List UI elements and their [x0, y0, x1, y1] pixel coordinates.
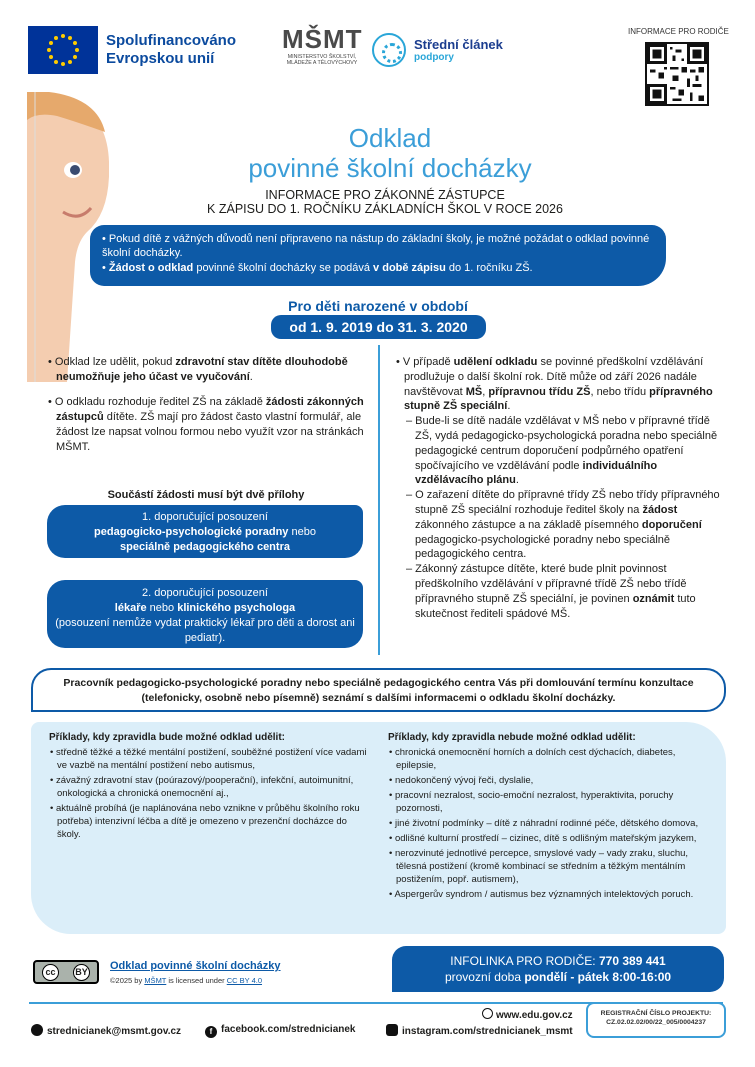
website-link[interactable]: www.edu.gov.cz — [482, 1008, 573, 1021]
examples-granted — [49, 731, 367, 843]
list-item: • odlišné kulturní prostředí – cizinec, dítě s odlišným mateřským jazykem, — [389, 833, 697, 844]
registration-number: REGISTRAČNÍ ČÍSLO PROJEKTU: CZ.02.02.02/00/22_005/0004237 — [586, 1002, 726, 1038]
msmt-link[interactable]: MŠMT — [144, 976, 167, 985]
right-dash-2: – O zařazení dítěte do přípravné třídy ZŠ nebo třídy přípravného stupně ZŠ speciální rozhoduje ředitel školy na žádost zákonného zástupce a na základě písemného doporučení pedagogicko-psychologické poradny nebo speciálně pedagogického centra. — [406, 489, 720, 561]
cc-icon: cc — [42, 964, 59, 981]
list-item: • pracovní nezralost, socio-emoční nezralost, hyperaktivita, poruchy pozornosti, — [389, 790, 674, 814]
right-dash-3: – Zákonný zástupce dítěte, které bude plnit povinnost předškolního vzdělávání v přípravné třídě ZŠ nebo třídě přípravného stupně ZŠ speciální, je povinen oznámit tuto skutečnost řediteli spádové MŠ. — [406, 563, 696, 620]
instagram-link[interactable]: instagram.com/strednicianek_msmt — [386, 1024, 573, 1037]
examples-box — [31, 722, 726, 934]
intro-bullet-1: • Pokud dítě z vážných důvodů není připraveno na nástup do základní školy, je možné požádat o odklad povinné školní docházky. — [102, 233, 650, 259]
infoline-box: INFOLINKA PRO RODIČE: 770 389 441 provozní doba pondělí - pátek 8:00-16:00 — [392, 946, 724, 992]
attachment-2: 2. doporučující posouzení lékaře nebo klinického psychologa (posouzení nemůže vydat praktický lékař pro děti a dorost ani pediatr). — [47, 580, 363, 648]
cc-license-badge[interactable] — [33, 960, 99, 984]
qr-label: INFORMACE PRO RODIČE — [628, 27, 729, 36]
attachment-1: 1. doporučující posouzení pedagogicko-psychologické poradny nebo speciálně pedagogického centra — [47, 505, 363, 558]
instagram-icon — [386, 1024, 398, 1036]
period-label: Pro děti narozené v období — [288, 298, 468, 314]
license-title-link[interactable]: Odklad povinné školní docházky — [110, 960, 281, 972]
stredni-clanek-icon — [372, 33, 406, 67]
right-item-granted: • V případě udělení odkladu se povinné předškolní vzdělávání prodlužuje o další školní rok. Dítě může od září 2026 nadále navštěvovat MŠ, přípravnou třídu ZŠ, nebo třídu přípravného stupně ZŠ speciální. — [396, 356, 713, 413]
attachments-heading: Součástí žádosti musí být dvě přílohy — [107, 489, 305, 501]
examples-granted-title: Příklady, kdy zpravidla bude možné odklad udělit: — [49, 732, 285, 743]
cc-by-link[interactable]: CC BY 4.0 — [226, 976, 263, 985]
msmt-logo: MŠMT MINISTERSTVO ŠKOLSTVÍ, MLÁDEŽE A TĚLOVÝCHOVY — [282, 24, 363, 66]
right-dash-1: – Bude-li se dítě nadále vzdělávat v MŠ nebo v přípravné třídě ZŠ, vydá pedagogicko-psychologická poradna nebo speciálně pedagogické centrum doporučení podpůrného opatření spočívajícího ve vzdělávání podle individuálního vzdělávacího plánu. — [406, 415, 718, 487]
email-link[interactable]: strednicianek@msmt.gov.cz — [31, 1024, 181, 1037]
examples-not-granted — [388, 731, 718, 903]
right-column — [395, 355, 725, 621]
list-item: • závažný zdravotní stav (poúrazový/pooperační), infekční, autoimunitní, onkologická a chronická onemocnění aj., — [50, 775, 354, 799]
page-subtitle: INFORMACE PRO ZÁKONNÉ ZÁSTUPCE K ZÁPISU DO 1. ROČNÍKU ZÁKLADNÍCH ŠKOL V ROCE 2026 — [207, 188, 563, 216]
period-range: od 1. 9. 2019 do 31. 3. 2020 — [271, 315, 486, 339]
list-item: • Aspergerův syndrom / autismus bez významných intelektových poruch. — [389, 889, 694, 900]
column-divider — [378, 345, 380, 655]
eu-cofinanced-text: Spolufinancováno Evropskou unií — [106, 32, 237, 67]
intro-box — [90, 225, 666, 286]
qr-code[interactable] — [645, 42, 709, 106]
left-item-decision: • O odkladu rozhoduje ředitel ZŠ na základě žádosti zákonných zástupců dítěte. ZŠ mají pro žádost často vlastní formulář, ale žádost lze napsat volnou formou nebo využít vzor na stránkách MŠMT. — [48, 396, 364, 453]
globe-icon — [482, 1008, 493, 1019]
infoline-phone[interactable]: 770 389 441 — [598, 954, 666, 968]
list-item: • aktuálně probíhá (je naplánována nebo vznikne v průběhu školního roku potřeba) intenzivní léčba a dítě je omezeno v prezenční docházce do školy. — [50, 803, 360, 840]
facebook-icon: f — [205, 1026, 217, 1038]
list-item: • jiné životní podmínky – dítě z náhradní rodinné péče, dětského domova, — [389, 818, 699, 829]
left-column — [47, 355, 365, 465]
list-item: • nedokončený vývoj řeči, dyslalie, — [389, 775, 534, 786]
list-item: • chronická onemocnění horních a dolních cest dýchacích, diabetes, epilepsie, — [389, 747, 676, 771]
by-icon: BY — [73, 964, 90, 981]
examples-not-granted-title: Příklady, kdy zpravidla nebude možné odklad udělit: — [388, 732, 636, 743]
intro-bullet-2: • Žádost o odklad povinné školní docházky se podává v době zápisu do 1. ročníku ZŠ. — [102, 262, 533, 274]
mail-icon — [31, 1024, 43, 1036]
left-item-health: • Odklad lze udělit, pokud zdravotní stav dítěte dlouhodobě neumožňuje jeho účast ve vyučování. — [48, 356, 348, 383]
list-item: • středně těžké a těžké mentální postižení, souběžné postižení více vadami ve vazbě na mentální postižení nebo autismus, — [50, 747, 367, 771]
consultation-note: Pracovník pedagogicko-psychologické poradny nebo speciálně pedagogického centra Vás při domlouvání termínu konzultace (telefonicky, osobně nebo písemně) seznámí s dalšími informacemi o odkladu školní docházky. — [31, 668, 726, 712]
facebook-link[interactable]: f facebook.com/strednicianek — [205, 1024, 356, 1038]
license-text: ©2025 by MŠMT is licensed under CC BY 4.0 — [110, 976, 263, 985]
page-title: Odklad povinné školní docházky — [248, 123, 532, 183]
eu-flag-logo — [28, 26, 98, 74]
list-item: • nerozvinuté jednotlivé percepce, smyslové vady – vady zraku, sluchu, tělesná postižení (kromě kombinací se středním a těžkým mentálním postižením, popř. autismem), — [389, 848, 689, 885]
